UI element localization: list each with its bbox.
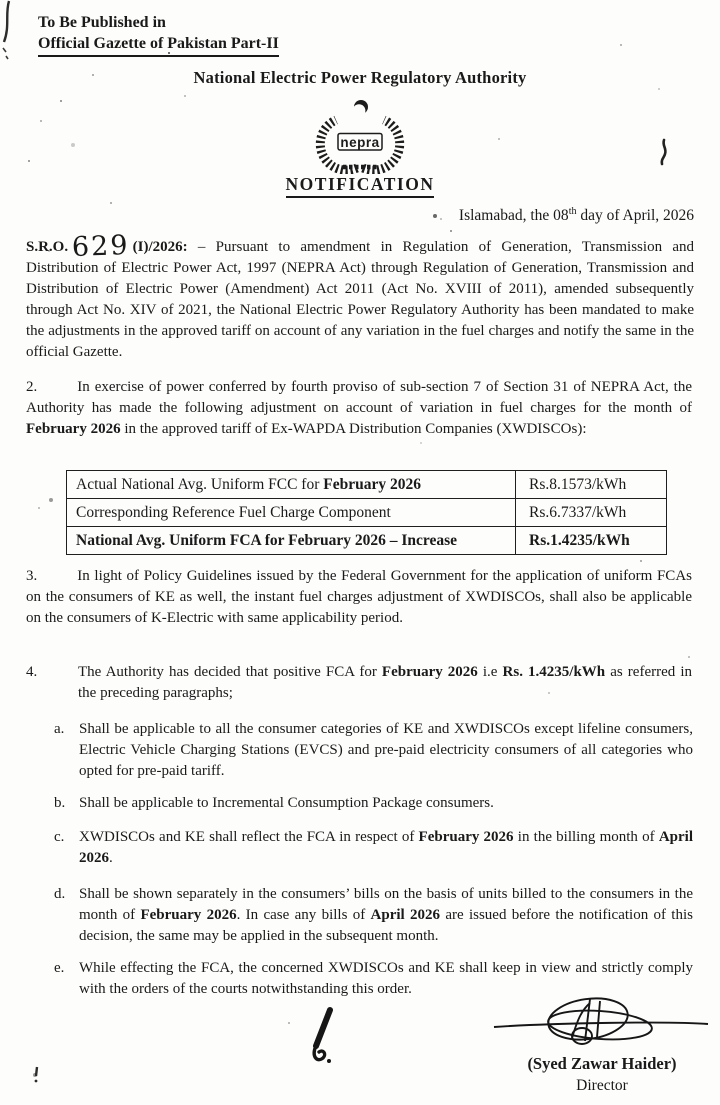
header-line-1: To Be Published in	[38, 14, 166, 31]
paragraph-2-text: In exercise of power conferred by fourth proviso of sub-section 7 of Section 31 of NEPRA Act, the Authority has made the following adjustment on account of variation in fuel charges for the month of February 2026 in the approved tariff of Ex-WAPDA Distribution Companies (XWDISCOs):	[26, 379, 692, 437]
nepra-logo	[0, 96, 720, 179]
list-item-a	[53, 719, 693, 782]
paragraph-sro	[26, 229, 694, 363]
notification-title: NOTIFICATION	[286, 174, 435, 198]
list-item-text: XWDISCOs and KE shall reflect the FCA in respect of February 2026 in the billing month of April 2026.	[79, 829, 693, 866]
list-item-text: Shall be applicable to Incremental Consumption Package consumers.	[79, 795, 494, 811]
signature-scribble	[492, 996, 712, 1048]
table-row-label: Corresponding Reference Fuel Charge Component	[67, 499, 516, 527]
nepra-seal-icon	[312, 96, 408, 174]
sro-body-text: – Pursuant to amendment in Regulation of Generation, Transmission and Distribution of Electric Power Act, 1997 (NEPRA Act) through Regulation of Generation, Transmission and Distribution of Electric Power (Amendment) Act 2011 (Act No. XVIII of 2011), amended subsequently through Act No. XIV of 2021, the National Electric Power Regulatory Authority has been mandated to make the adjustments in the approved tariff on account of any variation in the fuel charges and notify the same in the official Gazette.	[26, 239, 694, 360]
paragraph-3-number: 3.	[26, 568, 38, 584]
sro-label: S.R.O.	[26, 239, 69, 255]
table-row	[67, 471, 667, 499]
nepra-logo-text: nepra	[340, 135, 380, 150]
list-item-d	[53, 884, 693, 947]
table-row	[67, 527, 667, 555]
paragraph-2	[26, 377, 692, 440]
list-item-text: Shall be shown separately in the consumers’ bills on the basis of units billed to the consumers in the month of February 2026. In case any bills of April 2026 are issued before the notification of this decision, the same may be applied in the subsequent month.	[79, 886, 693, 944]
table-row	[67, 499, 667, 527]
paragraph-4-number: 4.	[26, 664, 38, 680]
paragraph-2-number: 2.	[26, 379, 38, 395]
corner-scan-mark	[0, 0, 18, 64]
list-item-text: Shall be applicable to all the consumer categories of KE and XWDISCOs except lifeline consumers, Electric Vehicle Charging Stations (EVCS) and pre-paid electricity consumers of all categories who opted for pre-paid tariff.	[79, 721, 693, 779]
date-suffix: day of April, 2026	[576, 207, 694, 224]
list-item-marker: c.	[54, 829, 65, 845]
table-row-label: National Avg. Uniform FCA for February 2026 – Increase	[67, 527, 516, 555]
fca-table	[66, 470, 667, 555]
list-item-marker: b.	[54, 795, 66, 811]
date-ordinal-sup: th	[568, 206, 577, 217]
table-row-value: Rs.8.1573/kWh	[516, 471, 667, 499]
paragraph-4-text: The Authority has decided that positive FCA for February 2026 i.e Rs. 1.4235/kWh as referred in the preceding paragraphs;	[78, 664, 693, 701]
table-row-value: Rs.6.7337/kWh	[516, 499, 667, 527]
tick-scan-mark	[32, 1066, 42, 1084]
notification-heading	[0, 174, 720, 198]
list-item-c	[53, 827, 693, 869]
gazette-header	[38, 12, 279, 57]
list-item-marker: d.	[54, 886, 66, 902]
sro-number-handwritten: 629	[71, 229, 131, 263]
paragraph-3	[26, 566, 692, 629]
authority-title: National Electric Power Regulatory Authority	[193, 68, 527, 87]
list-item-text: While effecting the FCA, the concerned XWDISCOs and KE shall keep in view and strictly comply with the orders of the courts notwithstanding this order.	[79, 960, 693, 997]
list-item-marker: e.	[54, 960, 65, 976]
list-item-e	[53, 958, 693, 1000]
list-item-b	[53, 793, 693, 814]
date-prefix: Islamabad, the 08	[458, 207, 569, 224]
header-line-2: Official Gazette of Pakistan Part-II	[38, 33, 279, 57]
sro-year-label: (I)/2026:	[132, 239, 188, 255]
paragraph-4	[26, 662, 692, 704]
table-row-label: Actual National Avg. Uniform FCC for February 2026	[67, 471, 516, 499]
date-line	[459, 206, 694, 225]
paragraph-3-text: In light of Policy Guidelines issued by the Federal Government for the application of uniform FCAs on the consumers of KE as well, the instant fuel charges adjustment of XWDISCOs, shall also be applicable on the consumers of K-Electric with same applicability period.	[26, 568, 692, 626]
signatory-title: Director	[576, 1077, 628, 1094]
ink-mark	[300, 1006, 344, 1070]
list-item-marker: a.	[54, 721, 65, 737]
signature-block	[488, 996, 716, 1096]
signatory-name: (Syed Zawar Haider)	[527, 1054, 677, 1073]
table-row-value: Rs.1.4235/kWh	[516, 527, 667, 555]
